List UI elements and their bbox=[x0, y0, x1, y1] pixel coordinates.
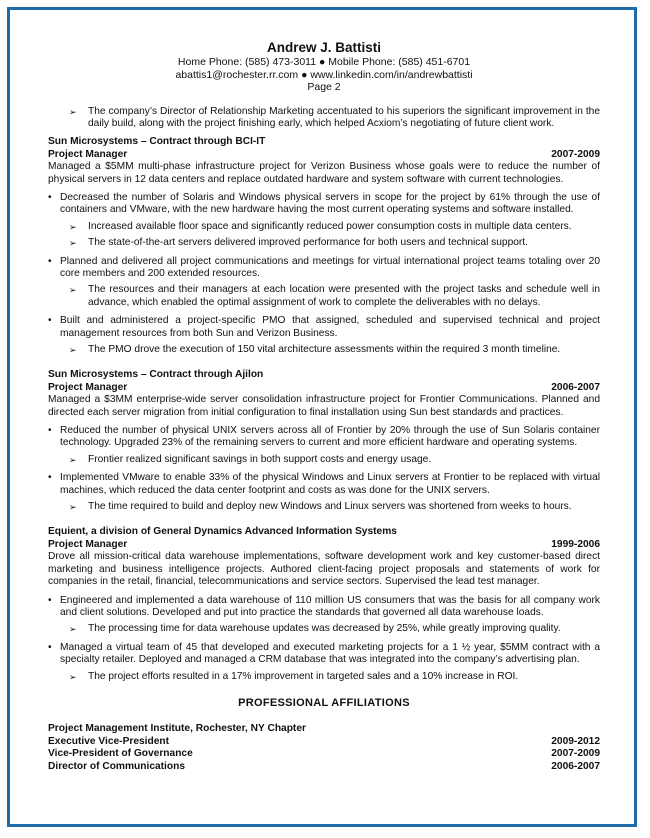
arrow-bullet-icon: ➢ bbox=[69, 624, 77, 635]
job-role-row bbox=[48, 149, 600, 161]
job-description: Drove all mission-critical data warehouse implementations, software development work and key customer-based direct marketing and business intelligence projects. Authored client-facing project proposals and statements of work for companies in the retail, financial, telecommunications and service sectors. Supervised the lead test manager. bbox=[48, 551, 600, 588]
job-sub-bullet: ➢ The state-of-the-art servers delivered improved performance for both users and technical support. bbox=[69, 237, 528, 249]
affiliation-org: Project Management Institute, Rochester, NY Chapter bbox=[48, 723, 306, 735]
job-dates: 2006-2007 bbox=[551, 381, 600, 393]
job-bullet: • Implemented VMware to enable 33% of the physical Windows and Linux servers at Frontier to be replaced with virtual machines, which reduced the data center footprint and costs as was done for the UNIX servers. bbox=[48, 472, 600, 497]
job-bullet: • Decreased the number of Solaris and Windows physical servers in scope for the project by 61% through the use of containers and VMware, with the new hardware having the most current operating systems and software installed. bbox=[48, 192, 600, 217]
job-title: Project Manager bbox=[48, 148, 128, 160]
job-bullet: • Managed a virtual team of 45 that developed and executed marketing projects for a 1 ½ year, $5MM contract with a specialty retailer. Deployed and managed a CRM database that was integrated into the company’s advertising plan. bbox=[48, 642, 600, 667]
resume-page bbox=[48, 40, 600, 773]
job-sub-bullet: ➢ The PMO drove the execution of 150 vital architecture assessments within the required 3 month timeline. bbox=[69, 344, 561, 355]
affiliation-role: Vice-President of Governance bbox=[48, 748, 193, 760]
affiliation-role: Director of Communications bbox=[48, 760, 185, 772]
contact-line: abattis1@rochester.rr.com ● www.linkedin.com/in/andrewbattisti bbox=[175, 68, 473, 81]
affiliation-role-row bbox=[48, 748, 600, 760]
job-description: Managed a $5MM multi-phase infrastructure project for Verizon Business whose goals were to reduce the number of physical servers in 12 data centers and replace outdated hardware and system software with current technologies. bbox=[48, 161, 600, 185]
phone-line: Home Phone: (585) 473-3011 ● Mobile Phone: (585) 451-6701 bbox=[177, 56, 471, 68]
job-title: Project Manager bbox=[48, 381, 128, 393]
arrow-bullet-icon: ➢ bbox=[69, 671, 77, 682]
job-entry bbox=[48, 526, 600, 682]
resume-header bbox=[48, 40, 600, 94]
job-description: Managed a $3MM enterprise-wide server consolidation infrastructure project for Frontier Communications. Planned and directed each server migration from initial configuration to final installation using Sun best standards and practices. bbox=[48, 394, 600, 418]
affiliation-role-row bbox=[48, 761, 600, 773]
candidate-name: Andrew J. Battisti bbox=[266, 40, 382, 55]
job-bullet: • Engineered and implemented a data warehouse of 110 million US consumers that was the basis for all company work and client solutions. Developed and put into practice the standards that governed all data warehouse loads. bbox=[48, 595, 600, 620]
affiliation-dates: 2006-2007 bbox=[551, 760, 600, 772]
job-sub-bullet: ➢ The time required to build and deploy new Windows and Linux servers was shortened from weeks to hours. bbox=[69, 501, 572, 513]
arrow-bullet-icon: ➢ bbox=[69, 454, 77, 465]
affiliation-role-row bbox=[48, 736, 600, 748]
job-sub-bullet: ➢ The project efforts resulted in a 17% improvement in targeted sales and a 10% increase in ROI. bbox=[69, 670, 519, 682]
job-sub-bullet: ➢ The processing time for data warehouse updates was decreased by 25%, while greatly improving quality. bbox=[69, 623, 561, 635]
arrow-bullet-icon: ➢ bbox=[69, 285, 77, 296]
job-sub-bullet: ➢ The resources and their managers at each location were presented with the project tasks and schedule well in advance, which enabled the optimal assignment of work to complete the deliverables with no delays. bbox=[69, 284, 600, 308]
page-number: Page 2 bbox=[307, 81, 341, 93]
job-sub-bullet: ➢ Frontier realized significant savings in both support costs and energy usage. bbox=[69, 453, 432, 465]
job-entry bbox=[48, 136, 600, 356]
job-role-row bbox=[48, 382, 600, 394]
job-bullet: • Reduced the number of physical UNIX servers across all of Frontier by 20% through the use of Sun Solaris container technology. Upgraded 23% of the remaining servers to current and more efficient hardware and operating systems. bbox=[48, 425, 600, 450]
job-dates: 2007-2009 bbox=[551, 148, 600, 160]
job-entry bbox=[48, 369, 600, 513]
arrow-bullet-icon: ➢ bbox=[69, 221, 77, 232]
job-bullet: • Built and administered a project-specific PMO that assigned, scheduled and supervised technical and project management resources from both Sun and Verizon Business. bbox=[48, 315, 600, 340]
job-company: Sun Microsystems – Contract through BCI-IT bbox=[48, 136, 266, 148]
spacer bbox=[48, 513, 600, 525]
intro-sub-bullet: ➢ The company’s Director of Relationship Marketing accentuated to his superiors the significant improvement in the daily build, along with the project finishing early, which helped Acxiom’s negotiating of future client work. bbox=[69, 105, 600, 129]
affiliation-role: Executive Vice-President bbox=[48, 735, 169, 747]
arrow-bullet-icon: ➢ bbox=[69, 502, 77, 513]
arrow-bullet-icon: ➢ bbox=[69, 345, 77, 355]
job-company: Sun Microsystems – Contract through Ajilon bbox=[48, 369, 264, 381]
job-role-row bbox=[48, 539, 600, 551]
job-company: Equient, a division of General Dynamics Advanced Information Systems bbox=[48, 526, 397, 538]
arrow-bullet-icon: ➢ bbox=[69, 238, 77, 249]
affiliations-heading: PROFESSIONAL AFFILIATIONS bbox=[238, 696, 410, 709]
affiliation-dates: 2007-2009 bbox=[551, 748, 600, 760]
job-bullet: • Planned and delivered all project communications and meetings for virtual international project teams totaling over 20 core members and 200 extended resources. bbox=[48, 256, 600, 281]
job-title: Project Manager bbox=[48, 538, 128, 550]
arrow-bullet-icon: ➢ bbox=[69, 106, 77, 117]
job-dates: 1999-2006 bbox=[551, 538, 600, 550]
spacer bbox=[48, 356, 600, 368]
job-sub-bullet: ➢ Increased available floor space and significantly reduced power consumption costs in multiple data centers. bbox=[69, 220, 572, 232]
affiliation-dates: 2009-2012 bbox=[551, 735, 600, 747]
